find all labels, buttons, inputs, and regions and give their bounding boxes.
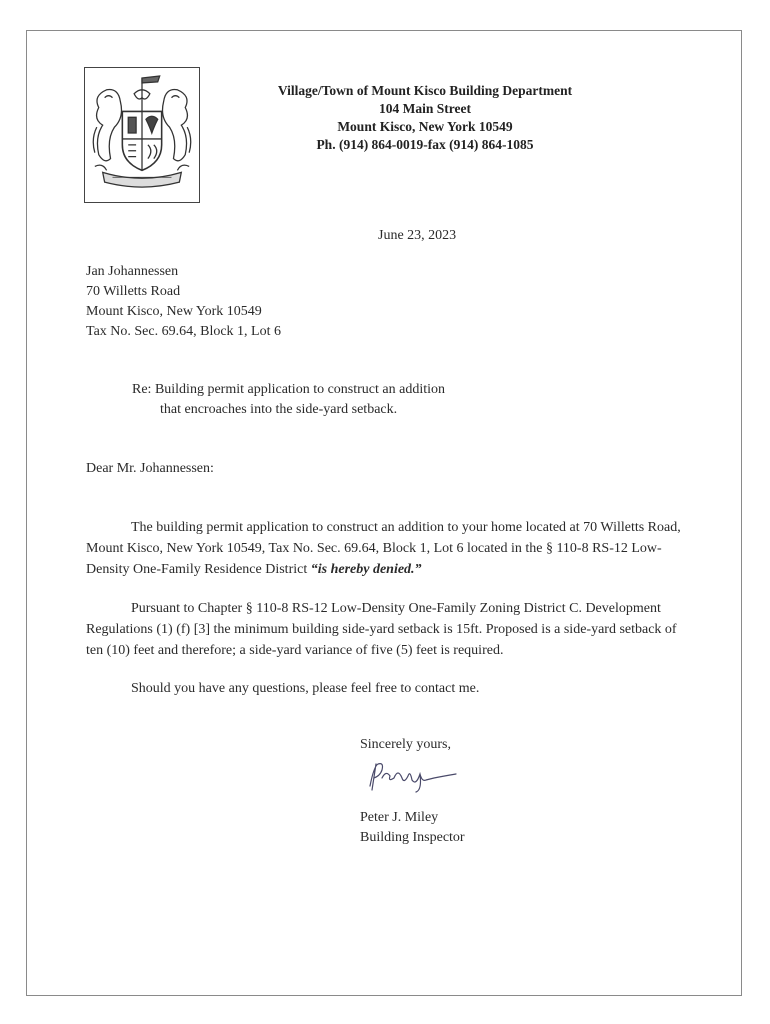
closing: Sincerely yours, (360, 737, 451, 752)
salutation: Dear Mr. Johannessen: (86, 461, 214, 476)
body-paragraph-1-text: The building permit application to construct an addition to your home located at 70 Willetts Road, Mount Kisco, New York 10549, Tax No. Sec. 69.64, Block 1, Lot 6 located in the § 110-8 RS-12 Low-Density One-Family Residence District (86, 520, 681, 577)
signer-title: Building Inspector (360, 830, 465, 845)
signer-block (360, 808, 465, 848)
letterhead-street: 104 Main Street (379, 101, 471, 116)
denial-statement: “is hereby denied.” (310, 562, 422, 577)
body-paragraph-2: Pursuant to Chapter § 110-8 RS-12 Low-Density One-Family Zoning District C. Development Regulations (1) (f) [3] the minimum building side-yard setback is 15ft. Proposed is a side-yard setback of ten (10) feet and therefore; a side-yard variance of five (5) feet is required. (86, 601, 677, 658)
signer-name: Peter J. Miley (360, 810, 439, 825)
subject-line-2: that encroaches into the side-yard setback. (160, 402, 398, 417)
letterhead-city: Mount Kisco, New York 10549 (337, 119, 513, 134)
recipient-street: 70 Willetts Road (86, 284, 181, 299)
letterhead-phone: Ph. (914) 864-0019-fax (914) 864-1085 (316, 137, 534, 152)
recipient-tax-number: Tax No. Sec. 69.64, Block 1, Lot 6 (86, 324, 281, 339)
handwritten-signature (364, 756, 464, 796)
subject-line-1: Re: Building permit application to construct an addition (132, 382, 445, 397)
recipient-address (86, 262, 281, 342)
body-paragraph-3: Should you have any questions, please feel free to contact me. (131, 681, 480, 696)
letterhead (220, 82, 630, 154)
letterhead-department: Village/Town of Mount Kisco Building Department (277, 83, 573, 98)
municipal-seal-icon (84, 67, 200, 203)
letter-date: June 23, 2023 (378, 228, 457, 243)
recipient-city: Mount Kisco, New York 10549 (86, 304, 262, 319)
recipient-name: Jan Johannessen (86, 264, 179, 279)
subject-line (132, 380, 445, 420)
body-paragraph-1 (86, 517, 686, 580)
